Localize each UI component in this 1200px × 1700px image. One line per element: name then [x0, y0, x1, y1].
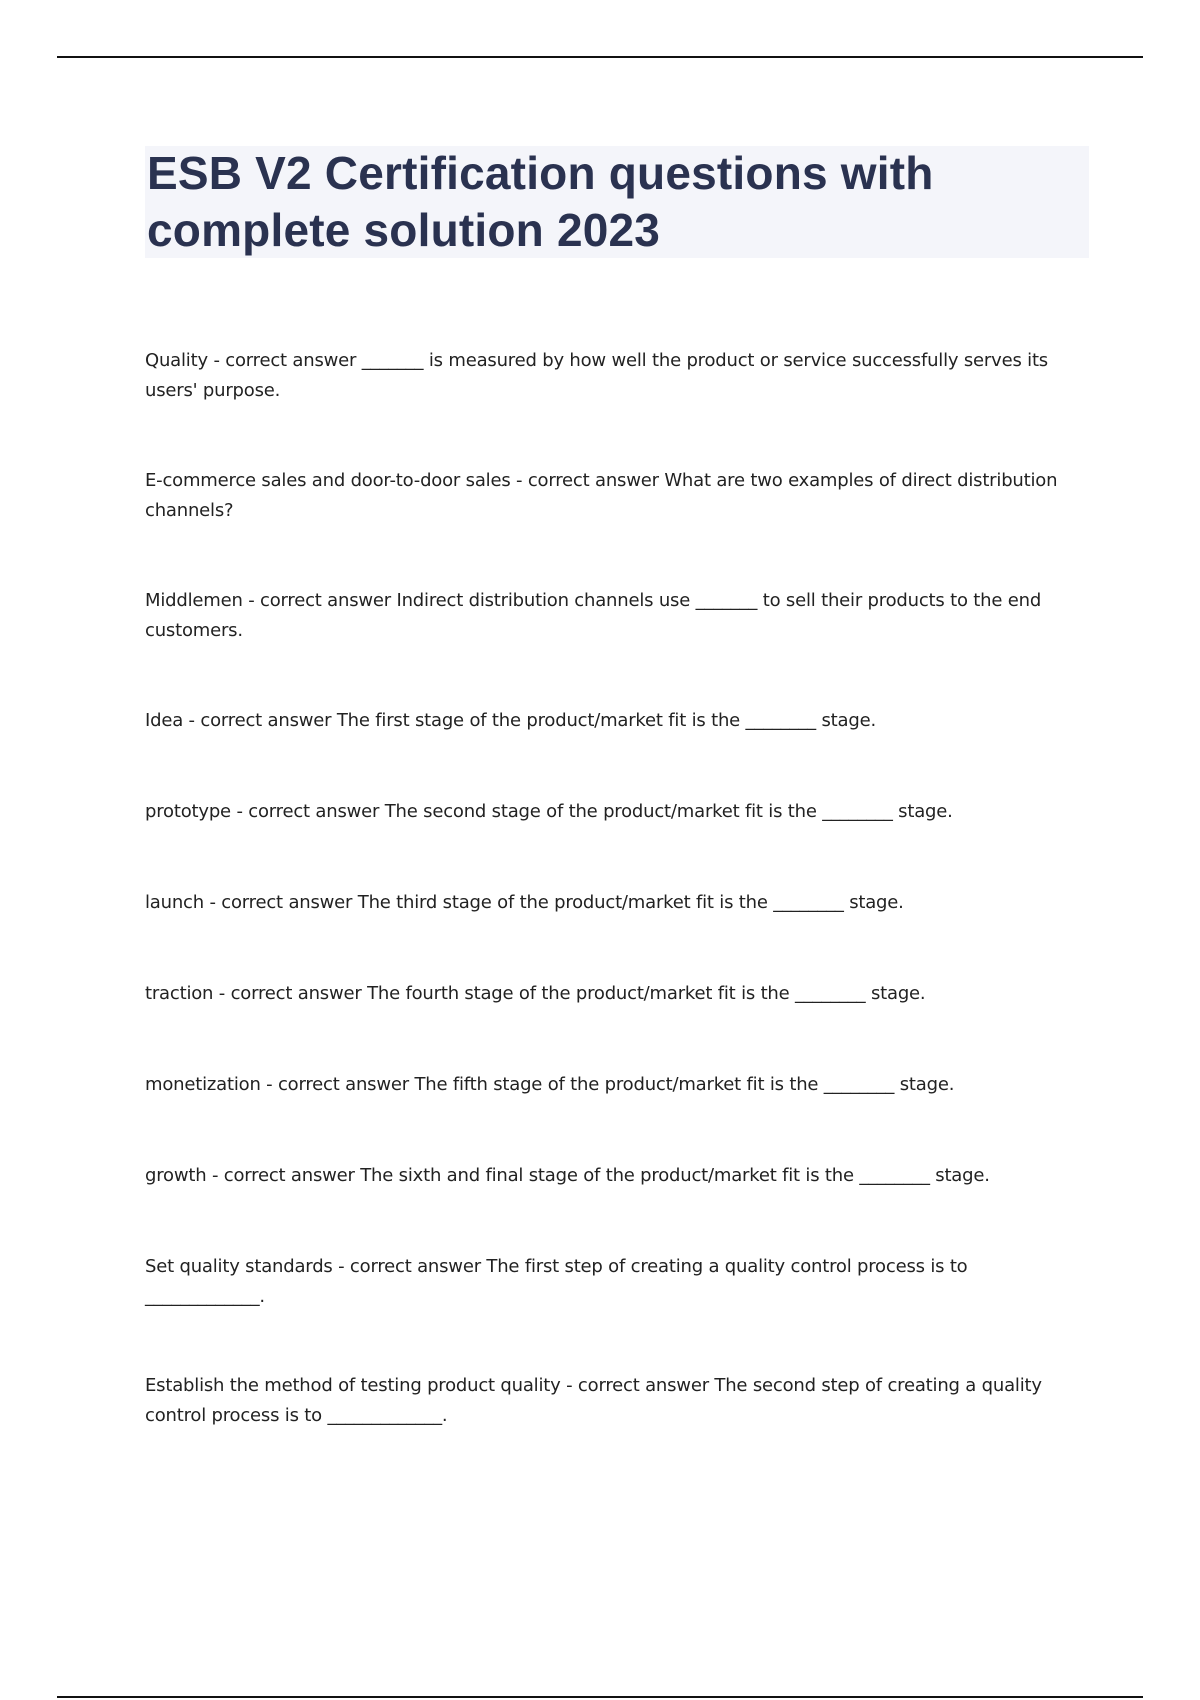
qa-item-11: Establish the method of testing product quality - correct answer The second step of creating a quality control process is to _____________.: [145, 1375, 1042, 1426]
document-title: ESB V2 Certification questions with complete solution 2023: [147, 147, 934, 256]
qa-item-9: growth - correct answer The sixth and final stage of the product/market fit is the ________ stage.: [145, 1165, 990, 1186]
qa-item-1: Quality - correct answer _______ is measured by how well the product or service successfully serves its users' purpose.: [145, 350, 1048, 401]
top-rule: [57, 56, 1143, 58]
bottom-rule: [57, 1696, 1143, 1698]
qa-item-2: E-commerce sales and door-to-door sales - correct answer What are two examples of direct distribution channels?: [145, 470, 1058, 521]
qa-item-10: Set quality standards - correct answer The first step of creating a quality control process is to _____________.: [145, 1256, 968, 1307]
qa-item-6: launch - correct answer The third stage of the product/market fit is the ________ stage.: [145, 892, 904, 913]
qa-item-8: monetization - correct answer The fifth stage of the product/market fit is the ________ stage.: [145, 1074, 955, 1095]
qa-item-3: Middlemen - correct answer Indirect distribution channels use _______ to sell their products to the end customers.: [145, 590, 1042, 641]
qa-item-4: Idea - correct answer The first stage of the product/market fit is the ________ stage.: [145, 710, 876, 731]
qa-item-5: prototype - correct answer The second stage of the product/market fit is the ________ stage.: [145, 801, 953, 822]
qa-item-7: traction - correct answer The fourth stage of the product/market fit is the ________ stage.: [145, 983, 926, 1004]
